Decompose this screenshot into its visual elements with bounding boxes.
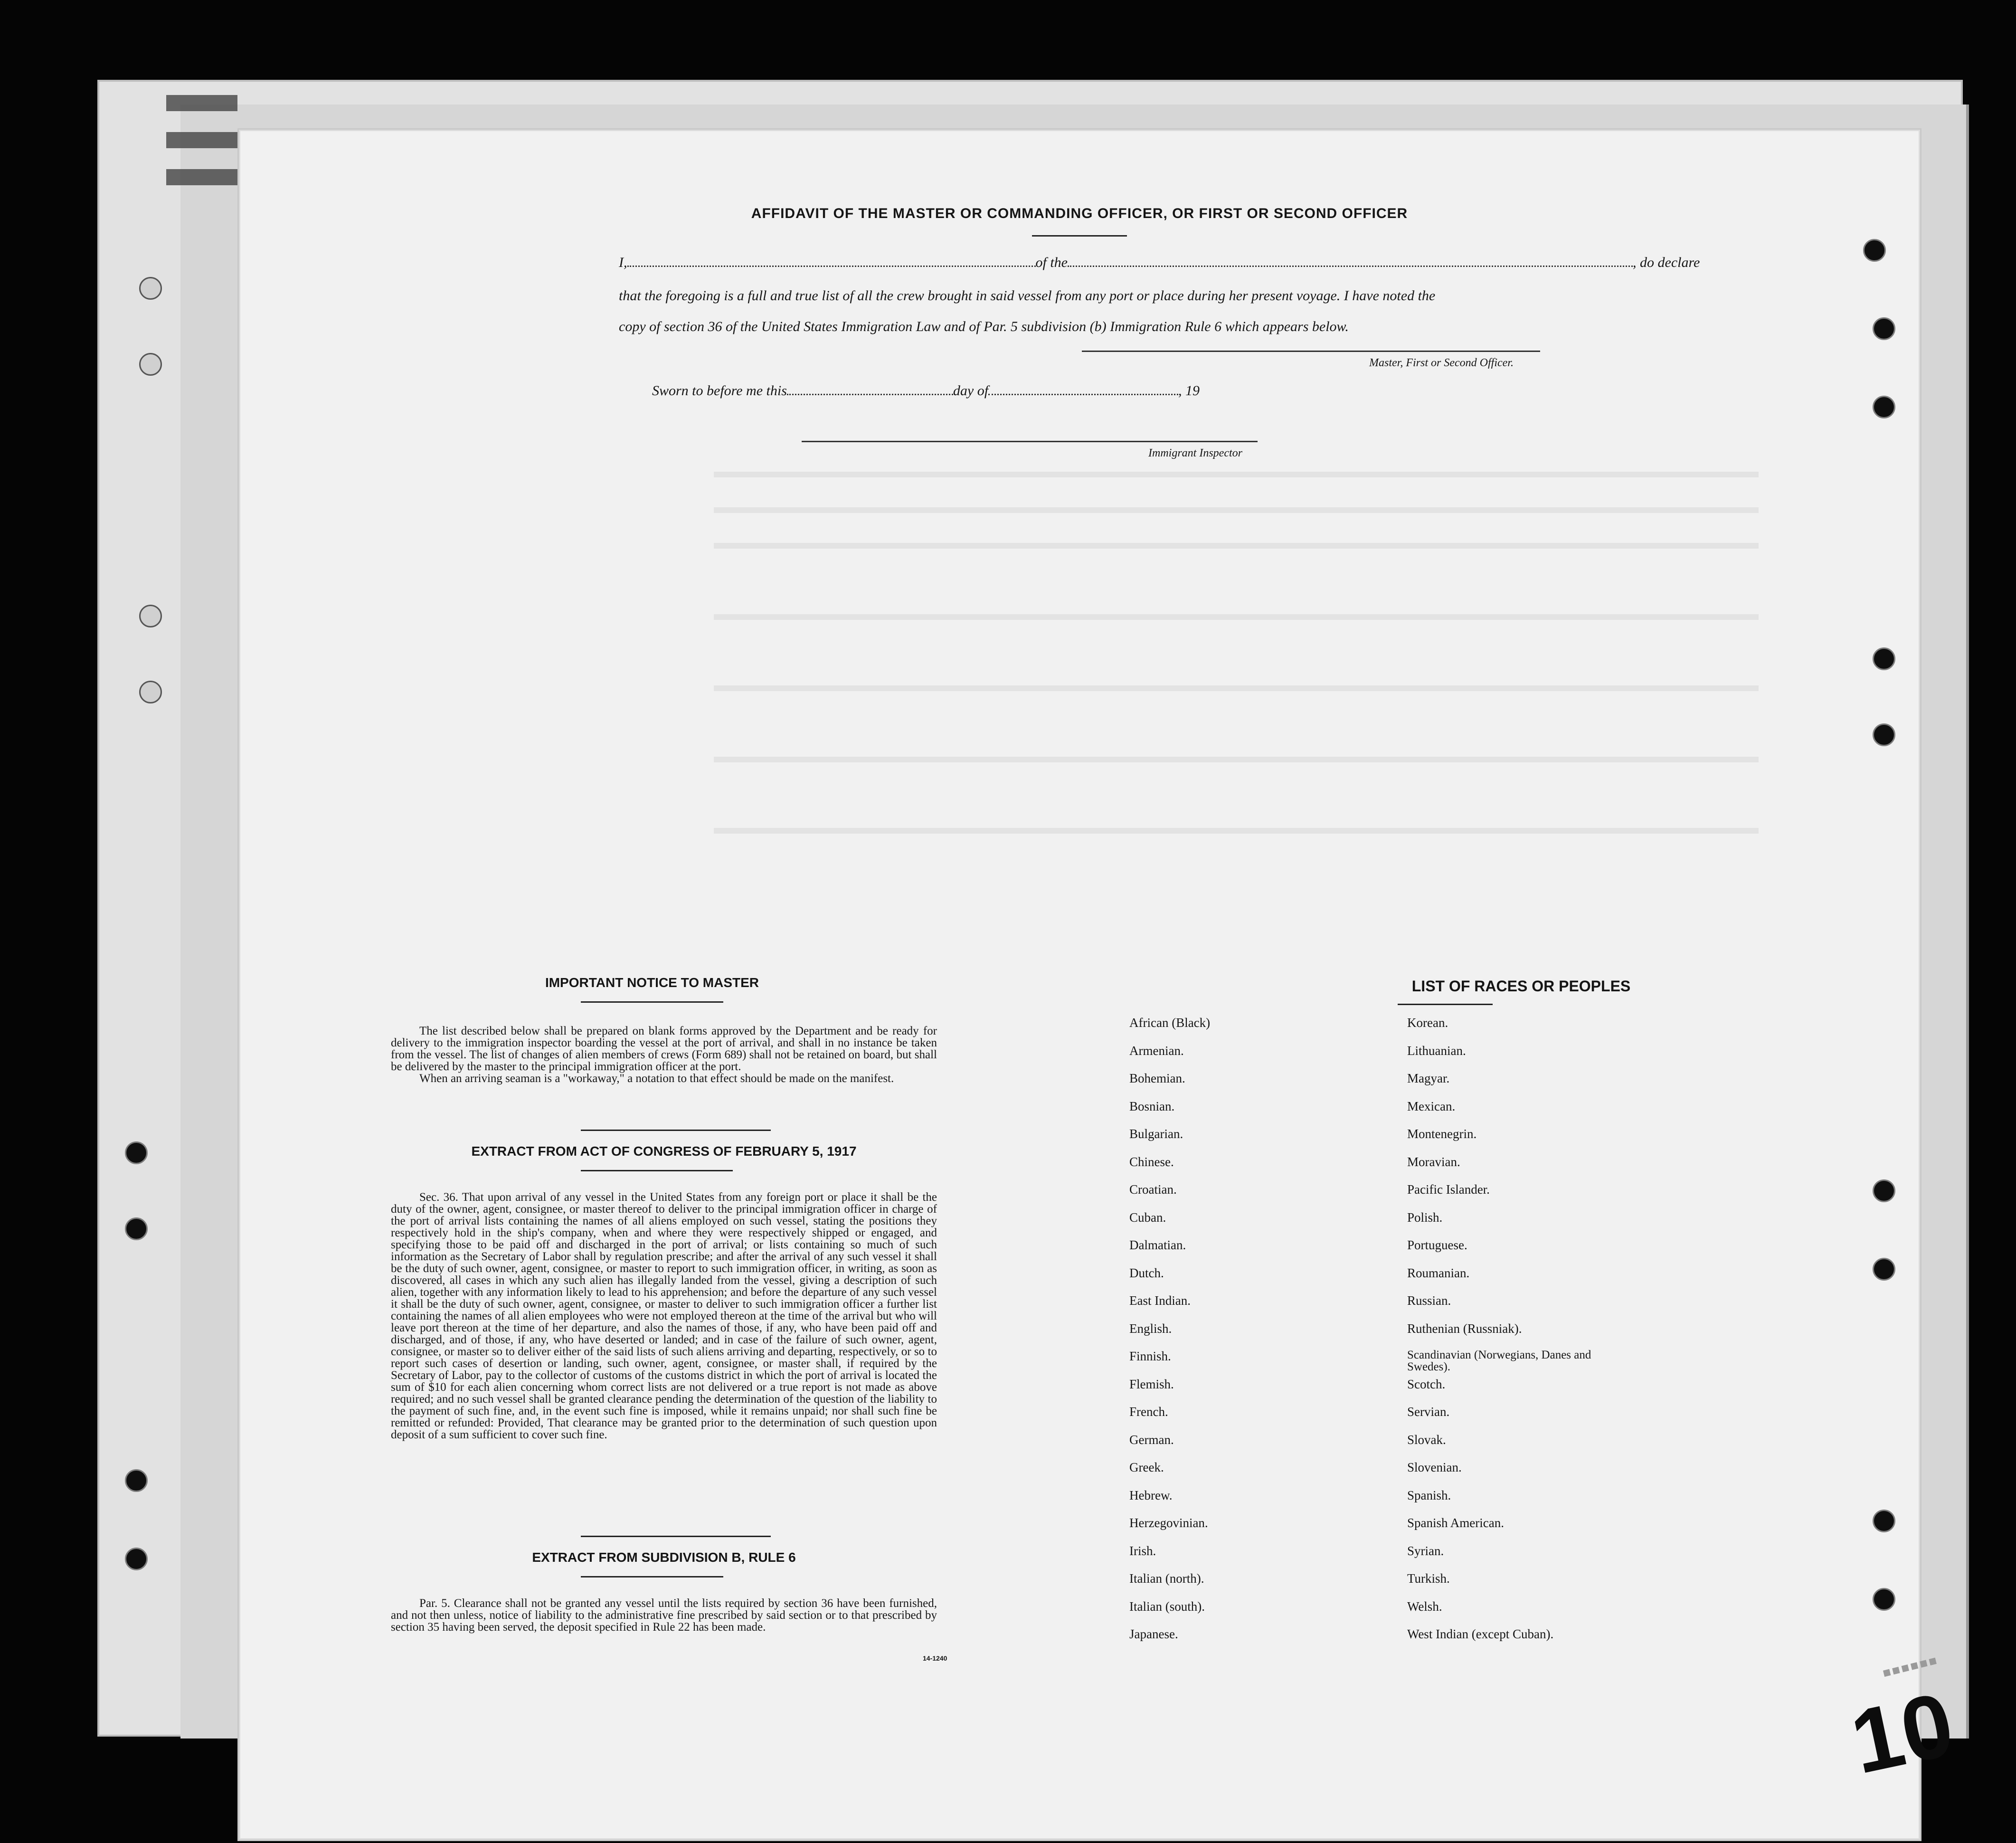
race-item: Moravian. [1407,1154,1460,1169]
act-title-rule [581,1170,733,1171]
race-item: Finnish. [1129,1349,1171,1363]
inspector-signature-label: Immigrant Inspector [1148,447,1242,459]
punch-hole [125,1217,148,1240]
punch-hole [1873,723,1895,746]
bleed-through-row [714,472,1759,477]
punch-hole [1873,647,1895,670]
race-item: Armenian. [1129,1043,1184,1058]
master-signature-line [1082,351,1540,352]
notice-title: IMPORTANT NOTICE TO MASTER [545,975,759,990]
race-item: Korean. [1407,1016,1448,1030]
notice-body [391,1025,937,1084]
punch-hole [1873,1179,1895,1202]
race-item: Bosnian. [1129,1099,1175,1113]
month-blank [988,394,1178,395]
race-item: Chinese. [1129,1154,1174,1169]
race-item: Pacific Islander. [1407,1182,1490,1197]
punch-hole [139,681,162,703]
bleed-through-row [714,507,1759,513]
race-item: Greek. [1129,1460,1164,1474]
races-left-column [1129,1016,1210,1655]
punch-hole [1873,317,1895,340]
punch-hole [139,277,162,300]
punch-hole [1873,396,1895,418]
race-item: Lithuanian. [1407,1043,1466,1058]
races-title-rule [1398,1004,1493,1005]
race-item: Spanish. [1407,1488,1451,1502]
back-sheet-stamp [166,95,237,209]
declaration-of-the: of the [1035,255,1068,270]
bleed-through-row [714,685,1759,691]
race-item: German. [1129,1432,1174,1447]
race-item: Syrian. [1407,1543,1444,1558]
race-item: Italian (north). [1129,1571,1204,1586]
section-divider [581,1130,771,1131]
race-item: Japanese. [1129,1627,1178,1641]
race-item: West Indian (except Cuban). [1407,1627,1554,1641]
bleed-through-row [714,543,1759,549]
affidavit-title: AFFIDAVIT OF THE MASTER OR COMMANDING OFFICER, OR FIRST OR SECOND OFFICER [751,206,1408,221]
punch-hole [125,1141,148,1164]
punch-hole [139,605,162,627]
section-divider [581,1536,771,1537]
sworn-year: , 19 [1178,383,1200,399]
races-right-column [1407,1016,1630,1655]
race-item: French. [1129,1405,1168,1419]
race-item: Flemish. [1129,1377,1174,1391]
sworn-prefix: Sworn to before me this [652,383,787,399]
races-title: LIST OF RACES OR PEOPLES [1411,978,1631,995]
race-item: Scandinavian (Norwegians, Danes and Swedes). [1407,1349,1591,1373]
rule-title: EXTRACT FROM SUBDIVISION B, RULE 6 [532,1550,796,1565]
faint-stamp: ■■■■■■ [1881,1653,1940,1681]
punch-hole [1873,1510,1895,1532]
race-item: Spanish American. [1407,1516,1504,1530]
race-item: Montenegrin. [1407,1127,1477,1141]
declaration-suffix: , do declare [1633,255,1700,270]
race-item: Ruthenian (Russniak). [1407,1321,1522,1336]
race-item: Welsh. [1407,1599,1442,1614]
race-item: Herzegovinian. [1129,1516,1208,1530]
punch-hole [1873,1258,1895,1281]
race-item: Bohemian. [1129,1071,1185,1085]
inspector-signature-line [802,441,1258,442]
form-number: 14-1240 [923,1654,947,1662]
race-item: English. [1129,1321,1172,1336]
vessel-blank [1068,266,1633,267]
act-title: EXTRACT FROM ACT OF CONGRESS OF FEBRUARY 5, 1917 [471,1144,857,1159]
race-item: Hebrew. [1129,1488,1173,1502]
rule-body [391,1597,937,1633]
act-body [391,1191,937,1441]
race-item: Bulgarian. [1129,1127,1183,1141]
race-item: Turkish. [1407,1571,1450,1586]
rule-title-rule [581,1576,723,1577]
race-item: Dutch. [1129,1265,1164,1280]
race-item: Mexican. [1407,1099,1456,1113]
affidavit-title-rule [1032,235,1127,237]
race-item: Polish. [1407,1210,1443,1225]
master-signature-label: Master, First or Second Officer. [1369,357,1514,369]
notice-paragraph-2: When an arriving seaman is a "workaway," a notation to that effect should be made on the manifest. [419,1072,894,1085]
race-item: African (Black) [1129,1016,1211,1030]
bleed-through-row [714,614,1759,620]
punch-hole [139,353,162,376]
bleed-through-row [714,757,1759,762]
sworn-day-of: day of [953,383,989,399]
manifest-page [237,128,1940,1841]
handwritten-page-number: 10 [1843,1673,1962,1793]
race-item: Slovenian. [1407,1460,1462,1474]
punch-hole [125,1469,148,1492]
sworn-line [652,374,1317,408]
affidavit-line-2: that the foregoing is a full and true list of all the crew brought in said vessel from any port or place during her present voyage. I have noted the [619,288,1436,304]
race-item: Russian. [1407,1293,1451,1308]
race-item: Portuguese. [1407,1238,1467,1252]
race-item: Slovak. [1407,1432,1446,1447]
race-item: East Indian. [1129,1293,1191,1308]
race-item: Irish. [1129,1543,1156,1558]
punch-hole [1863,239,1886,262]
race-item: Dalmatian. [1129,1238,1186,1252]
punch-hole [1873,1588,1895,1611]
notice-paragraph-1: The list described below shall be prepared on blank forms approved by the Department and be ready for delivery to the immigration inspector boarding the vessel at the port of arrival, and shall in no instance be taken from the vessel. The list of changes of alien members of crews (Form 689) shall not be retained on board, but shall be delivered by the master to the principal immigration officer at the port. [391,1025,937,1073]
race-item: Scotch. [1407,1377,1446,1391]
race-item: Cuban. [1129,1210,1166,1225]
race-item: Magyar. [1407,1071,1450,1085]
affidavit-line-3: copy of section 36 of the United States Immigration Law and of Par. 5 subdivision (b) Immigration Rule 6 which appears below. [619,319,1349,334]
declaration-prefix: I, [619,255,627,270]
race-item: Italian (south). [1129,1599,1205,1614]
rule-par-5-text: Par. 5. Clearance shall not be granted any vessel until the lists required by section 36 have been furnished, and not then unless, notice of liability to the administrative fine prescribed by said section or to that prescribed by section 35 having been served, the deposit specified in Rule 22 has been made. [391,1597,937,1634]
affidavit-declaration-line [619,246,1778,279]
notice-title-rule [581,1001,723,1003]
punch-hole [125,1548,148,1570]
name-blank [627,266,1036,267]
race-item: Croatian. [1129,1182,1177,1197]
day-blank [787,394,953,395]
act-section-36-text: Sec. 36. That upon arrival of any vessel in the United States from any foreign port or place it shall be the duty of the owner, agent, consignee, or master thereof to deliver to the principal immigration officer in charge of the port of arrival lists containing the names of all aliens employed on such vessel, stating the positions they respectively hold in the ship's company, when and where they were respectively shipped or engaged, and specifying those to be paid off and discharged in the port of arrival; or lists containing so much of such information as the Secretary of Labor shall by regulation prescribe; and after the arrival of any such vessel it shall be the duty of such owner, agent, consignee, or master to report to such immigration officer, in writing, as soon as discovered, all cases in which any such alien has illegally landed from the vessel, giving a description of such alien, together with any information likely to lead to his apprehension; and before the departure of any such vessel it shall be the duty of such owner, agent, consignee, or master to deliver to such immigration officer a further list containing the names of all alien employees who were not employed thereon at the time of the arrival but who will leave port thereon at the time of her departure, and also the names of those, if any, who have been paid off and discharged, and of those, if any, who have deserted or landed; and in case of the failure of such owner, agent, consignee, or master so to deliver either of the said lists of such aliens arriving and departing, respectively, or so to report such cases of desertion or landing, such owner, agent, consignee, or master shall, if required by the Secretary of Labor, pay to the collector of customs of the customs district in which the port of arrival is located the sum of $10 for each alien concerning whom correct lists are not delivered or a true report is not made as above required; and no such vessel shall be granted clearance pending the determination of the question of the liability to the payment of such fine, and, in the event such fine is imposed, while it remains unpaid; nor shall such fine be remitted or refunded: Provided, That clearance may be granted prior to the determination of such question upon deposit of a sum sufficient to cover such fine. [391,1191,937,1441]
bleed-through-row [714,828,1759,834]
race-item: Roumanian. [1407,1265,1470,1280]
race-item: Servian. [1407,1405,1450,1419]
